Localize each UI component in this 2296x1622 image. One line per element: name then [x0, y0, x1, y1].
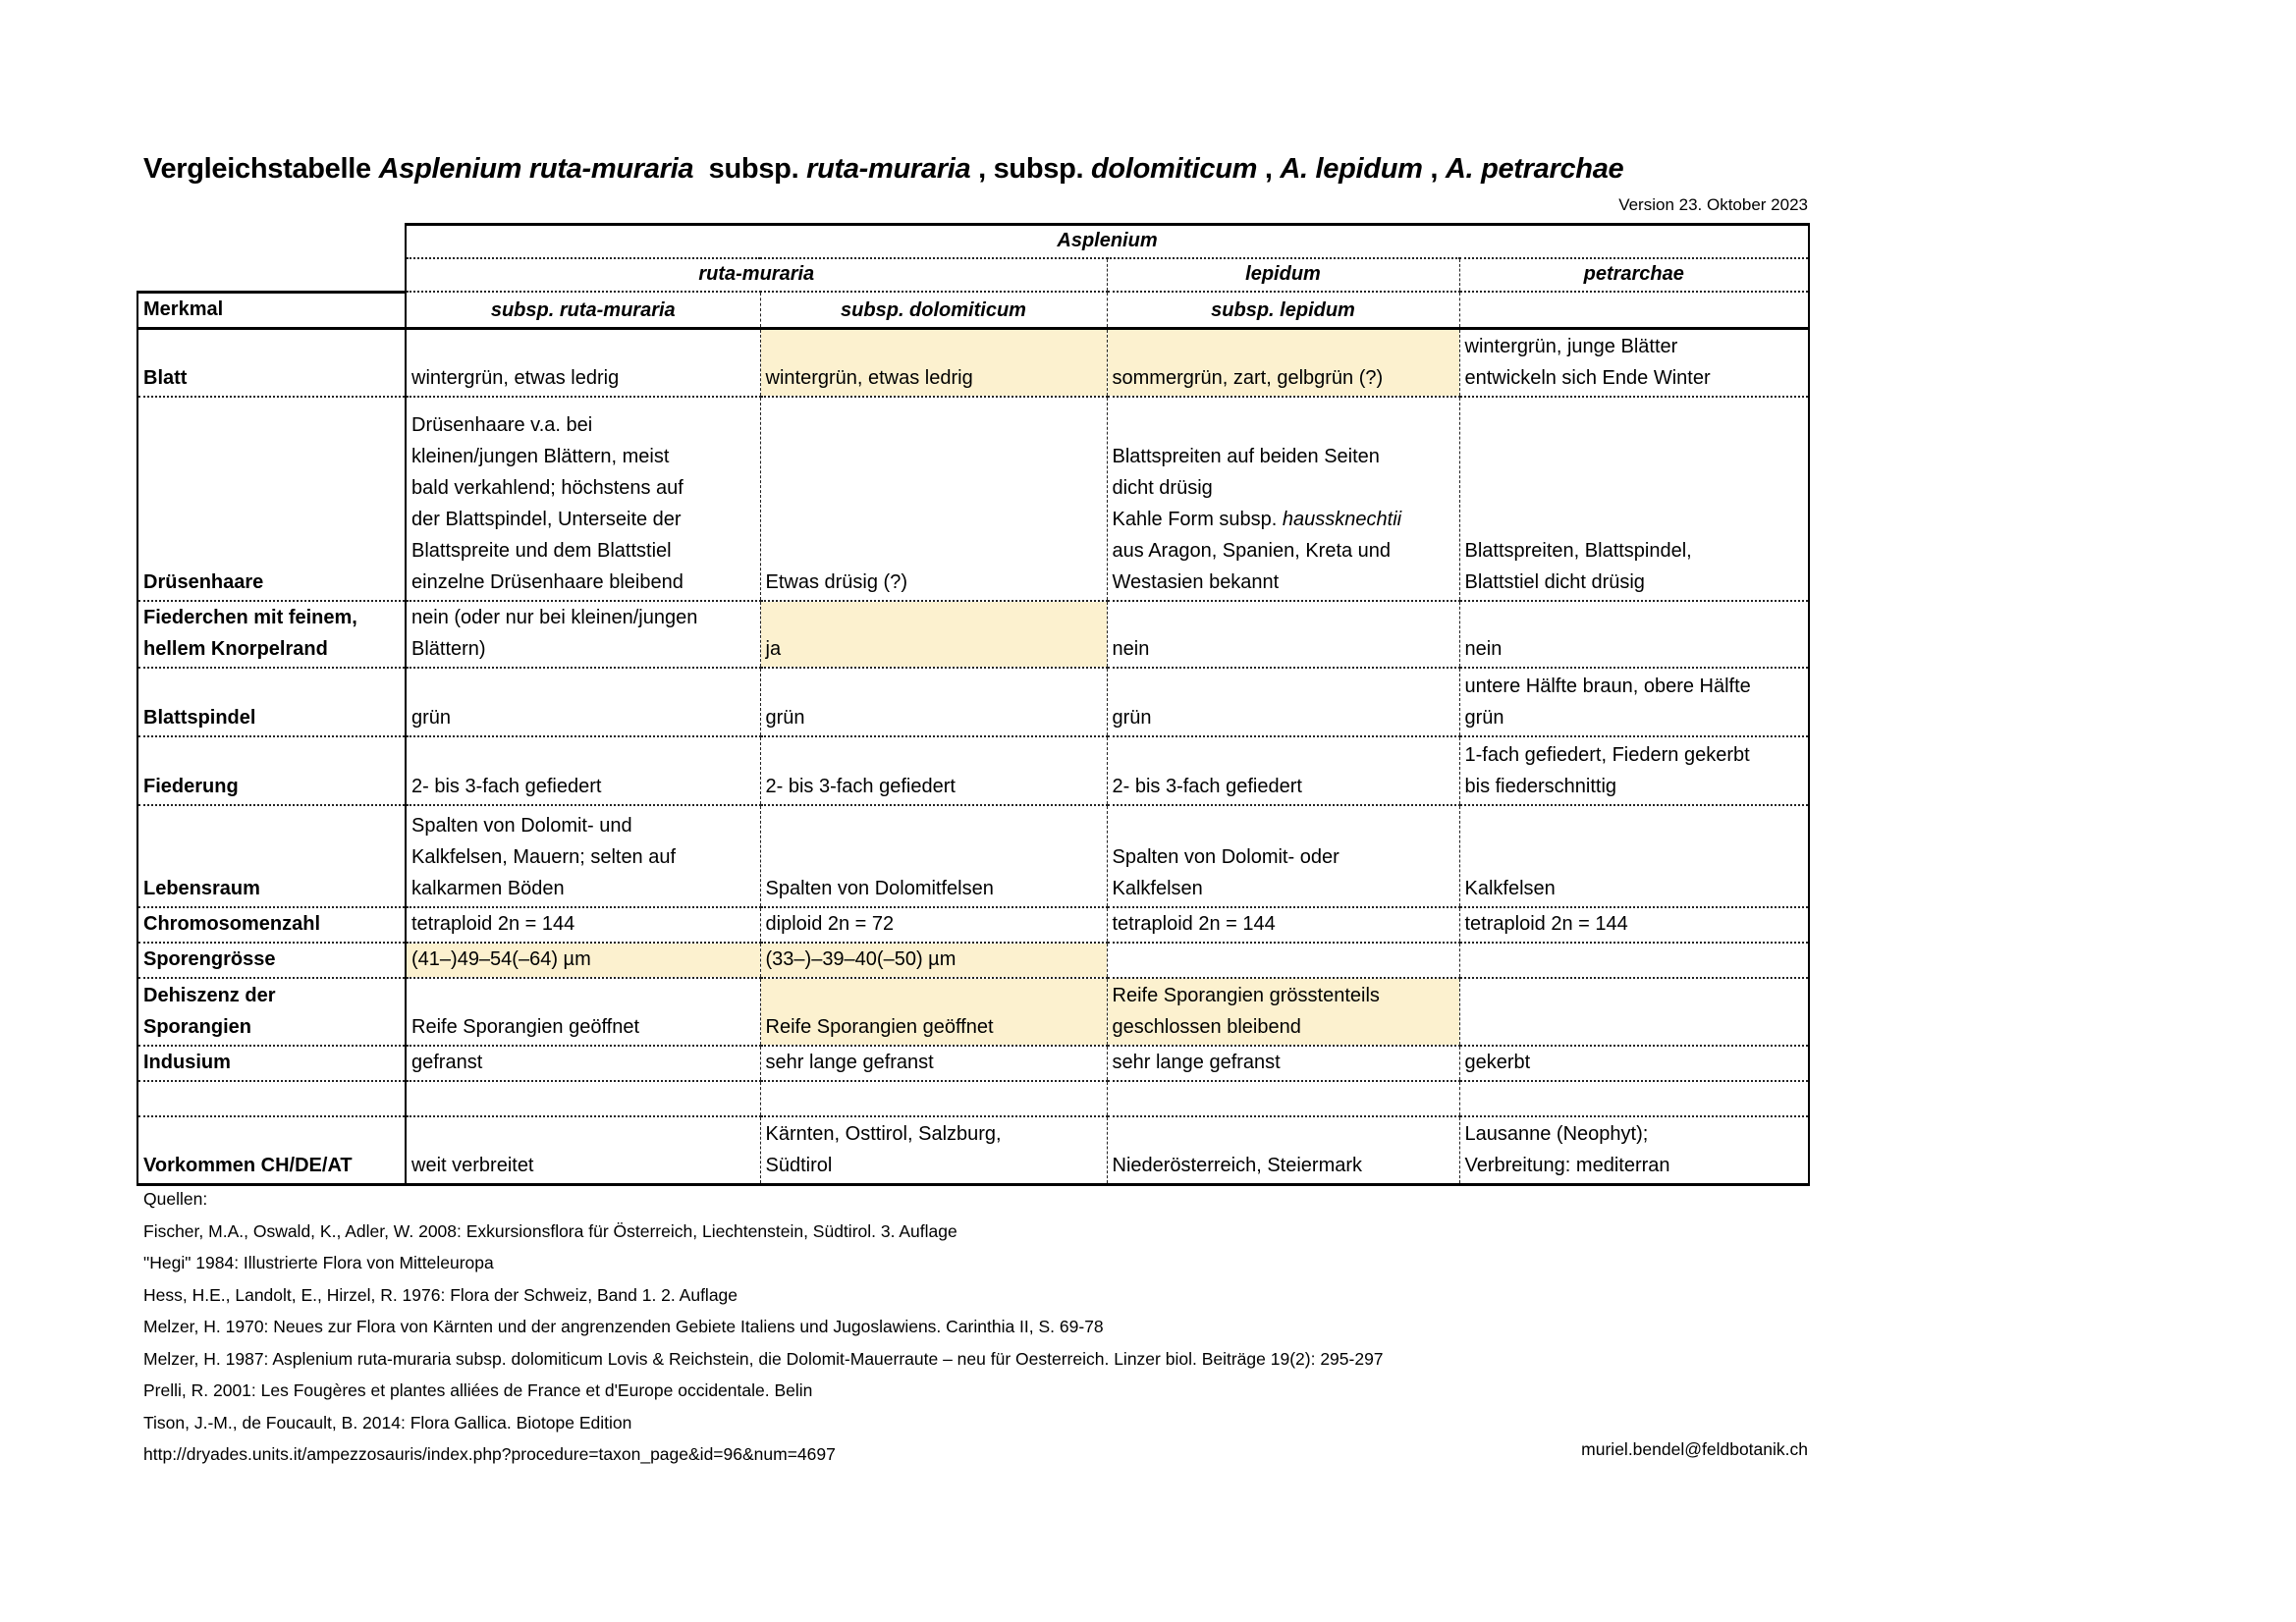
title-taxon: ruta-muraria: [806, 153, 971, 185]
cell-line: tetraploid 2n = 144: [411, 913, 575, 935]
cell-line: Kärnten, Osttirol, Salzburg,: [765, 1122, 1002, 1145]
row-label-line: Fiederchen mit feinem,: [143, 607, 357, 628]
row-label-line: Dehiszenz der: [143, 985, 276, 1006]
cell-line: Kalkfelsen: [1464, 878, 1556, 899]
row-label-line: Sporangien: [143, 1016, 252, 1038]
table-row: [137, 805, 1809, 907]
cell-line: [1465, 1011, 1804, 1043]
table-cell: [1459, 805, 1809, 907]
row-label-line: Indusium: [143, 1052, 231, 1073]
table-cell: [1459, 978, 1809, 1046]
merkmal-header: Merkmal: [137, 292, 406, 328]
cell-line: Spalten von Dolomitfelsen: [765, 878, 994, 899]
table-cell: [1107, 943, 1459, 978]
cell-line: gekerbt: [1464, 1052, 1531, 1073]
source-item: Melzer, H. 1970: Neues zur Flora von Kärnten und der angrenzenden Gebiete Italiens und Jugoslawiens. Carinthia II, S. 69-78: [143, 1317, 1104, 1336]
table-cell: [760, 328, 1107, 397]
row-label-indusium: [137, 1046, 406, 1081]
row-label-sporengrösse: [137, 943, 406, 978]
cell-line: Kalkfelsen, Mauern; selten auf: [411, 846, 677, 868]
genus-header: Asplenium: [406, 225, 1809, 259]
table-cell: [406, 1046, 760, 1081]
cell-line: Spalten von Dolomit- oder: [1112, 846, 1339, 868]
cell-line: grün: [1112, 707, 1152, 729]
page-title: [143, 153, 1623, 186]
table-cell: [760, 668, 1107, 736]
cell-line: Blattspreiten auf beiden Seiten: [1112, 446, 1380, 467]
cell-line: [766, 1082, 1102, 1113]
title-text: , subsp.: [970, 153, 1092, 185]
table-cell: [760, 1046, 1107, 1081]
source-link[interactable]: http://dryades.units.it/ampezzosauris/index.php?procedure=taxon_page&id=96&num=4697: [143, 1444, 836, 1464]
cell-line: Etwas drüsig (?): [765, 571, 907, 593]
table-row: [137, 328, 1809, 397]
table-row: [137, 907, 1809, 943]
subspecies-header-dolomiticum: subsp. dolomiticum: [760, 292, 1107, 328]
table-cell: [1459, 668, 1809, 736]
table-cell: [1459, 1081, 1809, 1116]
title-text: subsp.: [693, 153, 807, 185]
cell-line: untere Hälfte braun, obere Hälfte: [1464, 676, 1751, 697]
version-date: Version 23. Oktober 2023: [1618, 195, 1808, 214]
cell-line: ja: [765, 638, 782, 660]
table-cell: [1459, 328, 1809, 397]
row-label-line: Blattspindel: [143, 707, 256, 729]
subspecies-header-petrarchae: [1459, 292, 1809, 328]
table-row: [137, 978, 1809, 1046]
cell-line: geschlossen bleibend: [1112, 1016, 1301, 1038]
row-label-dehiszenz-der-sporangien: [137, 978, 406, 1046]
table-row: [137, 736, 1809, 805]
row-label-vorkommen-ch-de-at: [137, 1116, 406, 1184]
cell-line: Kalkfelsen: [1112, 878, 1203, 899]
cell-line: dicht drüsig: [1112, 477, 1213, 499]
cell-line: [1113, 944, 1454, 975]
row-label-blattspindel: [137, 668, 406, 736]
table-cell: [1107, 1116, 1459, 1184]
row-label-line: Sporengrösse: [143, 948, 276, 970]
cell-line: 2- bis 3-fach gefiedert: [411, 776, 602, 797]
table-cell: [760, 978, 1107, 1046]
source-item: Fischer, M.A., Oswald, K., Adler, W. 2008: Exkursionsflora für Österreich, Liechtenstein, Südtirol. 3. Auflage: [143, 1220, 957, 1241]
cell-line: Drüsenhaare v.a. bei: [411, 414, 593, 436]
title-text: ,: [1422, 153, 1446, 185]
cell-line: (33–)–39–40(–50) µm: [765, 948, 957, 970]
table-cell: [1107, 601, 1459, 668]
table-cell: [406, 1116, 760, 1184]
row-label-blatt: [137, 328, 406, 397]
cell-line: Blattspreiten, Blattspindel,: [1464, 540, 1692, 562]
table-cell: [406, 668, 760, 736]
title-text: ,: [1257, 153, 1281, 185]
cell-line: Niederösterreich, Steiermark: [1112, 1154, 1363, 1176]
cell-line: weit verbreitet: [411, 1154, 534, 1176]
table-cell: [760, 907, 1107, 943]
table-cell: [1459, 601, 1809, 668]
cell-line: gefranst: [411, 1052, 483, 1073]
cell-line: Reife Sporangien grösstenteils: [1112, 985, 1380, 1006]
source-item: Prelli, R. 2001: Les Fougères et plantes alliées de France et d'Europe occidentale. Belin: [143, 1380, 813, 1400]
table-row: [137, 668, 1809, 736]
row-label-empty: [137, 1081, 406, 1116]
cell-line: sommergrün, zart, gelbgrün (?): [1112, 367, 1384, 389]
table-row: [137, 601, 1809, 668]
table-cell: [406, 978, 760, 1046]
row-label-line: Blatt: [143, 367, 188, 389]
cell-line: [411, 1082, 755, 1113]
cell-line: sehr lange gefranst: [1112, 1052, 1281, 1073]
title-taxon: dolomiticum: [1091, 153, 1258, 185]
table-cell: [406, 805, 760, 907]
cell-line: aus Aragon, Spanien, Kreta und: [1112, 540, 1392, 562]
cell-line: [1113, 1082, 1454, 1113]
cell-line: kleinen/jungen Blättern, meist: [411, 446, 670, 467]
row-label-fiederchen-mit-feinem-hellem-knorpelrand: [137, 601, 406, 668]
table-cell: [760, 805, 1107, 907]
cell-line: bis fiederschnittig: [1464, 776, 1617, 797]
table-cell: [406, 397, 760, 601]
table-cell: [1107, 736, 1459, 805]
cell-line: tetraploid 2n = 144: [1112, 913, 1276, 935]
cell-line: Westasien bekannt: [1112, 571, 1280, 593]
cell-line: Blättern): [411, 638, 486, 660]
cell-line: diploid 2n = 72: [765, 913, 895, 935]
table-cell: [760, 1081, 1107, 1116]
row-label-line: Drüsenhaare: [143, 571, 264, 593]
cell-line: nein: [1464, 638, 1503, 660]
empty-corner: [137, 258, 406, 292]
cell-line: Kahle Form subsp. haussknechtii: [1112, 509, 1402, 530]
species-header-lepidum: lepidum: [1107, 258, 1459, 292]
table-cell: [1107, 1046, 1459, 1081]
table-cell: [406, 601, 760, 668]
table-cell: [1459, 736, 1809, 805]
cell-line: [1465, 1082, 1804, 1113]
table-cell: [760, 943, 1107, 978]
table-cell: [760, 736, 1107, 805]
row-label-line: Fiederung: [143, 776, 239, 797]
source-item: Melzer, H. 1987: Asplenium ruta-muraria subsp. dolomiticum Lovis & Reichstein, die Dolomit-Mauerraute – neu für Oesterreich. Linzer biol. Beiträge 19(2): 295-297: [143, 1348, 1384, 1369]
species-header-petrarchae: petrarchae: [1459, 258, 1809, 292]
table-cell: [760, 601, 1107, 668]
cell-line: bald verkahlend; höchstens auf: [411, 477, 683, 499]
species-header-ruta-muraria: ruta-muraria: [406, 258, 1107, 292]
cell-line: (41–)49–54(–64) µm: [411, 948, 591, 970]
cell-line: 2- bis 3-fach gefiedert: [1112, 776, 1302, 797]
cell-line: Blattspreite und dem Blattstiel: [411, 540, 672, 562]
cell-line: 1-fach gefiedert, Fiedern gekerbt: [1464, 744, 1750, 766]
title-taxon: A. lepidum: [1280, 153, 1423, 185]
table-cell: [1107, 668, 1459, 736]
subspecies-header-lepidum: subsp. lepidum: [1107, 292, 1459, 328]
cell-line: wintergrün, etwas ledrig: [411, 367, 620, 389]
row-label-line: hellem Knorpelrand: [143, 638, 328, 660]
source-item: Hess, H.E., Landolt, E., Hirzel, R. 1976: Flora der Schweiz, Band 1. 2. Auflage: [143, 1284, 738, 1305]
table-cell: [760, 1116, 1107, 1184]
table-cell: [1459, 943, 1809, 978]
cell-line: grün: [765, 707, 805, 729]
row-label-line: Chromosomenzahl: [143, 913, 321, 935]
row-label-line: Lebensraum: [143, 878, 260, 899]
cell-line: Verbreitung: mediterran: [1464, 1154, 1670, 1176]
table-cell: [1107, 328, 1459, 397]
row-label-line: Vorkommen CH/DE/AT: [143, 1154, 353, 1176]
cell-line: Reife Sporangien geöffnet: [765, 1016, 994, 1038]
cell-line: Spalten von Dolomit- und: [411, 815, 632, 837]
cell-line: kalkarmen Böden: [411, 878, 565, 899]
table-row: [137, 1081, 1809, 1116]
cell-line: nein (oder nur bei kleinen/jungen: [411, 607, 698, 628]
row-label-fiederung: [137, 736, 406, 805]
cell-line: 2- bis 3-fach gefiedert: [765, 776, 956, 797]
cell-line: Reife Sporangien geöffnet: [411, 1016, 640, 1038]
table-row: [137, 397, 1809, 601]
table-row: [137, 943, 1809, 978]
table-cell: [1107, 397, 1459, 601]
row-label-chromosomenzahl: [137, 907, 406, 943]
sources-heading: Quellen:: [143, 1189, 208, 1209]
cell-line: wintergrün, junge Blätter: [1464, 336, 1678, 357]
cell-line: sehr lange gefranst: [765, 1052, 934, 1073]
cell-line: nein: [1112, 638, 1150, 660]
empty-corner: [137, 225, 406, 259]
cell-line: entwickeln sich Ende Winter: [1464, 367, 1711, 389]
table-row: [137, 1046, 1809, 1081]
table-cell: [406, 1081, 760, 1116]
row-label-lebensraum: [137, 805, 406, 907]
comparison-table: [137, 223, 1810, 1186]
table-cell: [1107, 978, 1459, 1046]
table-cell: [406, 943, 760, 978]
cell-line: tetraploid 2n = 144: [1464, 913, 1628, 935]
cell-line: grün: [411, 707, 452, 729]
table-cell: [1107, 805, 1459, 907]
title-taxon: Asplenium ruta-muraria: [378, 153, 694, 185]
cell-line: einzelne Drüsenhaare bleibend: [411, 571, 683, 593]
table-cell: [406, 736, 760, 805]
table-row: [137, 1116, 1809, 1184]
cell-line: Lausanne (Neophyt);: [1464, 1122, 1649, 1145]
cell-line: Blattstiel dicht drüsig: [1464, 571, 1645, 593]
table-cell: [1459, 907, 1809, 943]
cell-line: wintergrün, etwas ledrig: [765, 367, 973, 389]
table-cell: [406, 907, 760, 943]
table-cell: [1459, 397, 1809, 601]
table-cell: [1107, 1081, 1459, 1116]
sources-list: [143, 1183, 1384, 1471]
table-cell: [760, 397, 1107, 601]
cell-line: der Blattspindel, Unterseite der: [411, 509, 682, 530]
row-label-drüsenhaare: [137, 397, 406, 601]
table-cell: [1459, 1046, 1809, 1081]
subspecies-header-ruta-muraria: subsp. ruta-muraria: [406, 292, 760, 328]
table-cell: [1107, 907, 1459, 943]
cell-line: [1465, 944, 1804, 975]
source-item: "Hegi" 1984: Illustrierte Flora von Mitteleuropa: [143, 1253, 494, 1272]
cell-line: grün: [1464, 707, 1504, 729]
table-cell: [406, 328, 760, 397]
table-cell: [1459, 1116, 1809, 1184]
source-item: Tison, J.-M., de Foucault, B. 2014: Flora Gallica. Biotope Edition: [143, 1412, 632, 1433]
cell-line: Südtirol: [765, 1154, 833, 1176]
contact-email[interactable]: muriel.bendel@feldbotanik.ch: [1581, 1439, 1808, 1459]
title-text: Vergleichstabelle: [143, 153, 379, 185]
title-taxon: A. petrarchae: [1445, 153, 1624, 185]
